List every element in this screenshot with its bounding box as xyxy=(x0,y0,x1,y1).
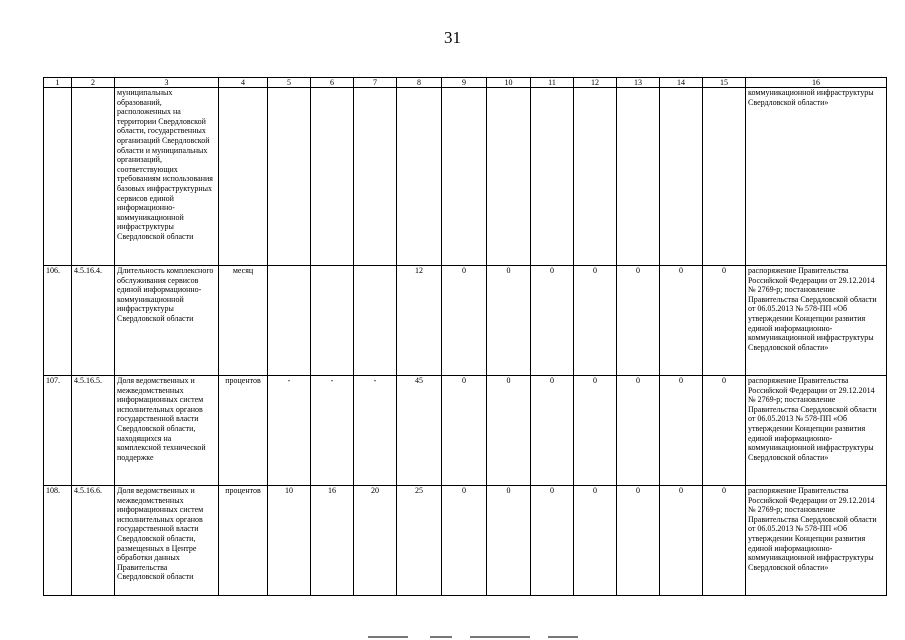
row-value: 0 xyxy=(574,266,617,376)
row-code: 4.5.16.4. xyxy=(72,266,115,376)
header-row xyxy=(44,78,887,88)
row-unit: процентов xyxy=(219,486,268,596)
scan-edge-marks xyxy=(0,636,905,640)
row-value: 0 xyxy=(574,376,617,486)
row-value: 0 xyxy=(442,266,487,376)
row-name: Доля ведомственных и межведомственных информационных систем исполнительных органов государственной власти Свердловской области, находящихся на комплексной технической поддержке xyxy=(115,376,219,486)
header-cell: 7 xyxy=(354,78,397,88)
header-cell: 15 xyxy=(703,78,746,88)
continuation-basis: коммуникационной инфраструктуры Свердловской области» xyxy=(746,88,887,266)
continuation-row xyxy=(44,88,887,266)
row-value: 25 xyxy=(397,486,442,596)
header-cell: 12 xyxy=(574,78,617,88)
header-cell: 9 xyxy=(442,78,487,88)
row-value: 0 xyxy=(617,266,660,376)
table-row xyxy=(44,376,887,486)
row-value: 0 xyxy=(442,376,487,486)
row-code: 4.5.16.5. xyxy=(72,376,115,486)
row-value: 16 xyxy=(311,486,354,596)
header-cell: 2 xyxy=(72,78,115,88)
header-cell: 4 xyxy=(219,78,268,88)
continuation-description: муниципальных образований, расположенных на территории Свердловской области, государственных организаций Свердловской области и муниципальных организаций, соответствующих требованиям использования базовых инфраструктурных сервисов единой информационно-коммуникационной инфраструктуры Свердловской области xyxy=(115,88,219,266)
table-row xyxy=(44,486,887,596)
row-value: 10 xyxy=(268,486,311,596)
row-value: 0 xyxy=(660,376,703,486)
header-cell: 16 xyxy=(746,78,887,88)
header-cell: 13 xyxy=(617,78,660,88)
row-number: 106. xyxy=(44,266,72,376)
row-value: 0 xyxy=(617,376,660,486)
row-value: 0 xyxy=(574,486,617,596)
row-basis: распоряжение Правительства Российской Федерации от 29.12.2014 № 2769-р; постановление Правительства Свердловской области от 06.05.2013 № 578-ПП «Об утверждении Концепции развития единой информационно-коммуникационной инфраструктуры Свердловской области» xyxy=(746,266,887,376)
row-value xyxy=(311,266,354,376)
row-value: 0 xyxy=(442,486,487,596)
row-number: 108. xyxy=(44,486,72,596)
row-value: 20 xyxy=(354,486,397,596)
header-cell: 8 xyxy=(397,78,442,88)
row-unit: месяц xyxy=(219,266,268,376)
header-cell: 11 xyxy=(531,78,574,88)
header-cell: 14 xyxy=(660,78,703,88)
row-value xyxy=(354,266,397,376)
row-value: - xyxy=(311,376,354,486)
header-cell: 6 xyxy=(311,78,354,88)
row-value: 0 xyxy=(531,376,574,486)
row-value: 12 xyxy=(397,266,442,376)
row-value: 45 xyxy=(397,376,442,486)
header-cell: 5 xyxy=(268,78,311,88)
row-value: 0 xyxy=(660,486,703,596)
row-value: 0 xyxy=(487,266,531,376)
table-row xyxy=(44,266,887,376)
row-value: - xyxy=(354,376,397,486)
page-number: 31 xyxy=(444,28,461,47)
row-basis: распоряжение Правительства Российской Федерации от 29.12.2014 № 2769-р; постановление Правительства Свердловской области от 06.05.2013 № 578-ПП «Об утверждении Концепции развития единой информационно-коммуникационной инфраструктуры Свердловской области» xyxy=(746,486,887,596)
row-value: - xyxy=(268,376,311,486)
row-value: 0 xyxy=(660,266,703,376)
indicators-table xyxy=(43,77,887,596)
row-value: 0 xyxy=(703,486,746,596)
row-value: 0 xyxy=(703,376,746,486)
row-name: Доля ведомственных и межведомственных информационных систем исполнительных органов государственной власти Свердловской области, размещенных в Центре обработки данных Правительства Свердловской области xyxy=(115,486,219,596)
header-cell: 1 xyxy=(44,78,72,88)
row-value: 0 xyxy=(703,266,746,376)
row-value xyxy=(268,266,311,376)
row-name: Длительность комплексного обслуживания сервисов единой информационно-коммуникационной инфраструктуры Свердловской области xyxy=(115,266,219,376)
row-unit: процентов xyxy=(219,376,268,486)
row-value: 0 xyxy=(531,486,574,596)
row-value: 0 xyxy=(531,266,574,376)
row-value: 0 xyxy=(617,486,660,596)
row-code: 4.5.16.6. xyxy=(72,486,115,596)
row-number: 107. xyxy=(44,376,72,486)
row-basis: распоряжение Правительства Российской Федерации от 29.12.2014 № 2769-р; постановление Правительства Свердловской области от 06.05.2013 № 578-ПП «Об утверждении Концепции развития единой информационно-коммуникационной инфраструктуры Свердловской области» xyxy=(746,376,887,486)
header-cell: 10 xyxy=(487,78,531,88)
header-cell: 3 xyxy=(115,78,219,88)
row-value: 0 xyxy=(487,486,531,596)
row-value: 0 xyxy=(487,376,531,486)
